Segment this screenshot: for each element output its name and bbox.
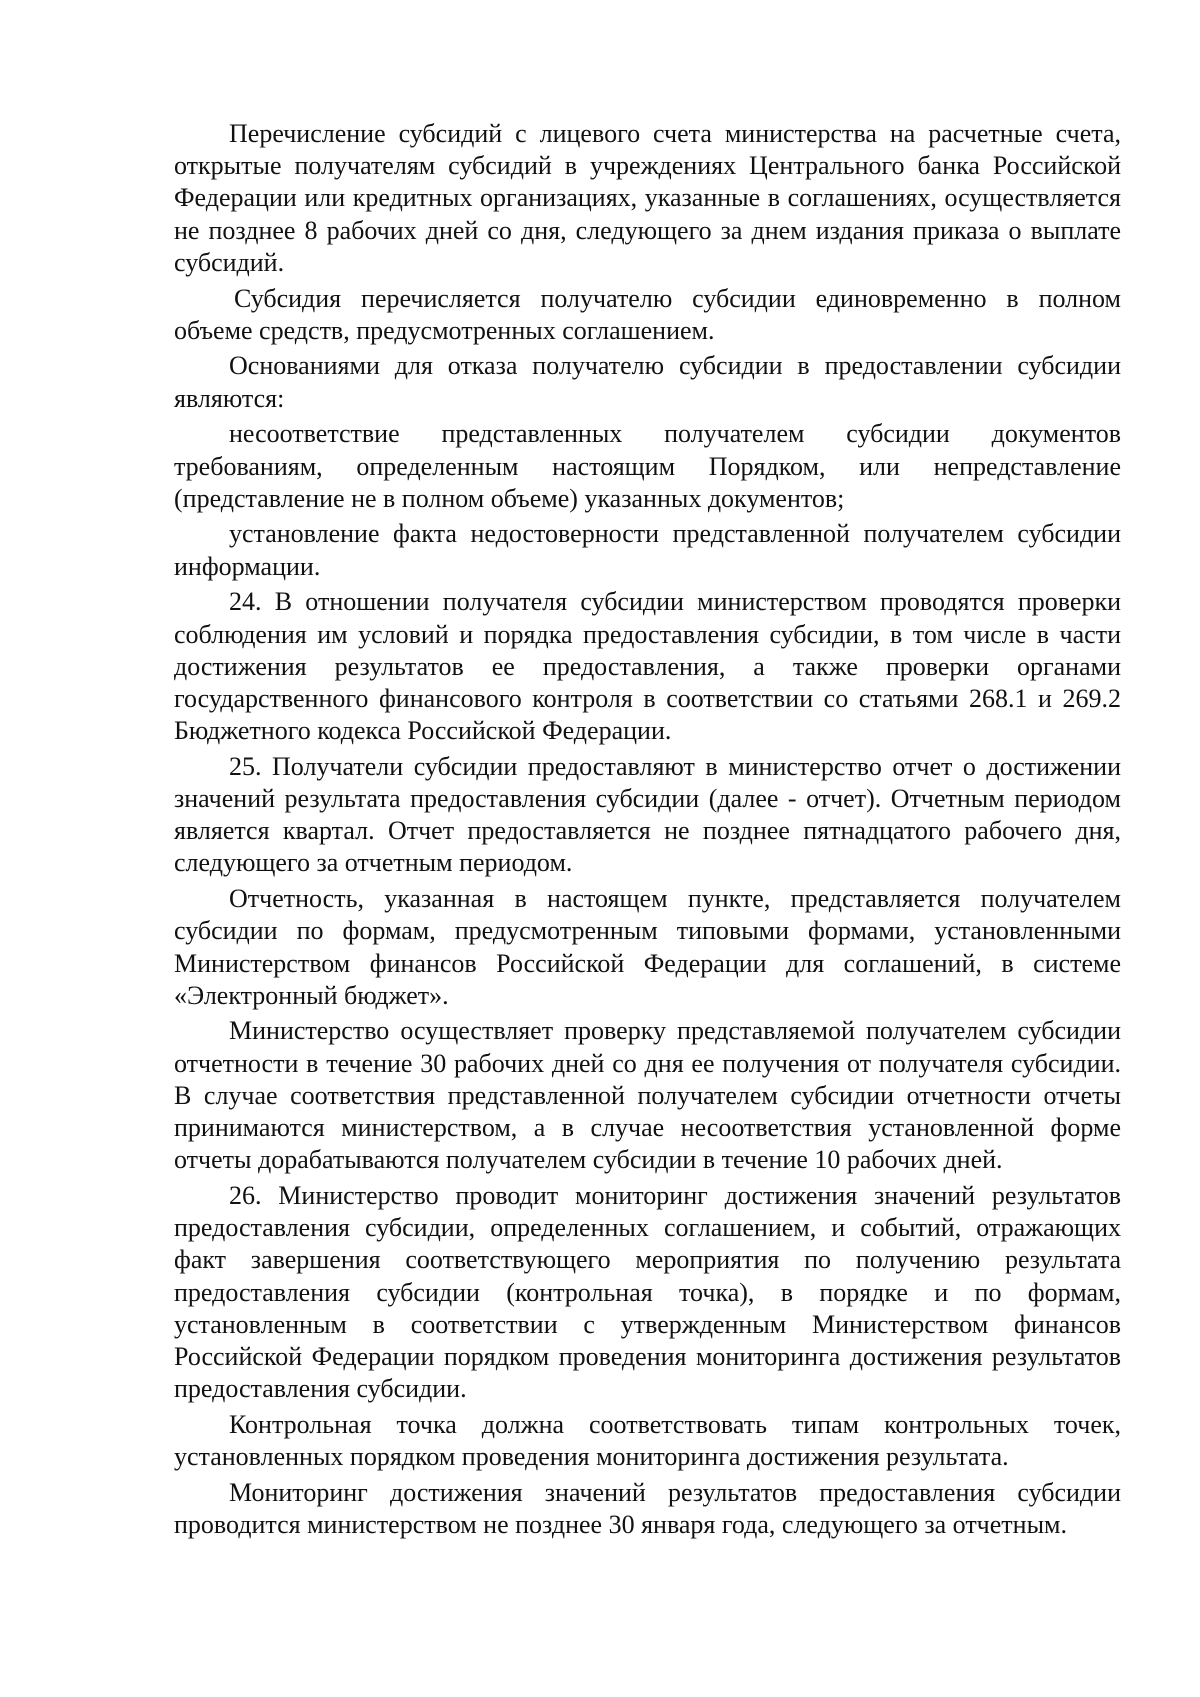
paragraph-monitoring-deadline: Мониторинг достижения значений результатов предоставления субсидии проводится министерством не позднее 30 января года, следующего за отчетным. — [174, 1477, 1121, 1540]
paragraph-subsidy-transfer: Перечисление субсидий с лицевого счета министерства на расчетные счета, открытые получателям субсидий в учреждениях Центрального банка Российской Федерации или кредитных организациях, указанные в соглашениях, осуществляется не позднее 8 рабочих дней со дня, следующего за днем издания приказа о выплате субсидий. — [174, 119, 1121, 277]
paragraph-item-26: 26. Министерство проводит мониторинг достижения значений результатов предоставления субсидии, определенных соглашением, и событий, отражающих факт завершения соответствующего мероприятия по получению результата предоставления субсидии (контрольная точка), в порядке и по формам, установленным в соответствии с утвержденным Министерством финансов Российской Федерации порядком проведения мониторинга достижения результатов предоставления субсидии. — [174, 1181, 1121, 1404]
paragraph-reporting-forms: Отчетность, указанная в настоящем пункте, представляется получателем субсидии по формам, предусмотренным типовыми формами, установленными Министерством финансов Российской Федерации для соглашений, в системе «Электронный бюджет». — [174, 884, 1121, 1010]
paragraph-false-information: установление факта недостоверности представленной получателем субсидии информации. — [174, 519, 1121, 581]
paragraph-refusal-grounds: Основаниями для отказа получателю субсидии в предоставлении субсидии являются: — [174, 351, 1121, 413]
paragraph-report-verification: Министерство осуществляет проверку представляемой получателем субсидии отчетности в течение 30 рабочих дней со дня ее получения от получателя субсидии. В случае соответствия представленной получателем субсидии отчетности отчеты принимаются министерством, а в случае несоответствия установленной форме отчеты дорабатываются получателем субсидии в течение 10 рабочих дней. — [174, 1016, 1121, 1175]
paragraph-item-24: 24. В отношении получателя субсидии министерством проводятся проверки соблюдения им условий и порядка предоставления субсидии, в том числе в части достижения результатов ее предоставления, а также проверки органами государственного финансового контроля в соответствии со статьями 268.1 и 269.2 Бюджетного кодекса Российской Федерации. — [174, 587, 1121, 746]
paragraph-item-25: 25. Получатели субсидии предоставляют в министерство отчет о достижении значений результата предоставления субсидии (далее - отчет). Отчетным периодом является квартал. Отчет предоставляется не позднее пятнадцатого рабочего дня, следующего за отчетным периодом. — [174, 751, 1121, 878]
document-page — [174, 118, 1121, 1541]
paragraph-single-payment: Субсидия перечисляется получателю субсидии единовременно в полном объеме средств, предусмотренных соглашением. — [174, 283, 1121, 345]
paragraph-control-point: Контрольная точка должна соответствовать типам контрольных точек, установленных порядком проведения мониторинга достижения результата. — [174, 1409, 1121, 1472]
paragraph-document-mismatch: несоответствие представленных получателем субсидии документов требованиям, определенным настоящим Порядком, или непредставление (представление не в полном объеме) указанных документов; — [174, 419, 1121, 513]
